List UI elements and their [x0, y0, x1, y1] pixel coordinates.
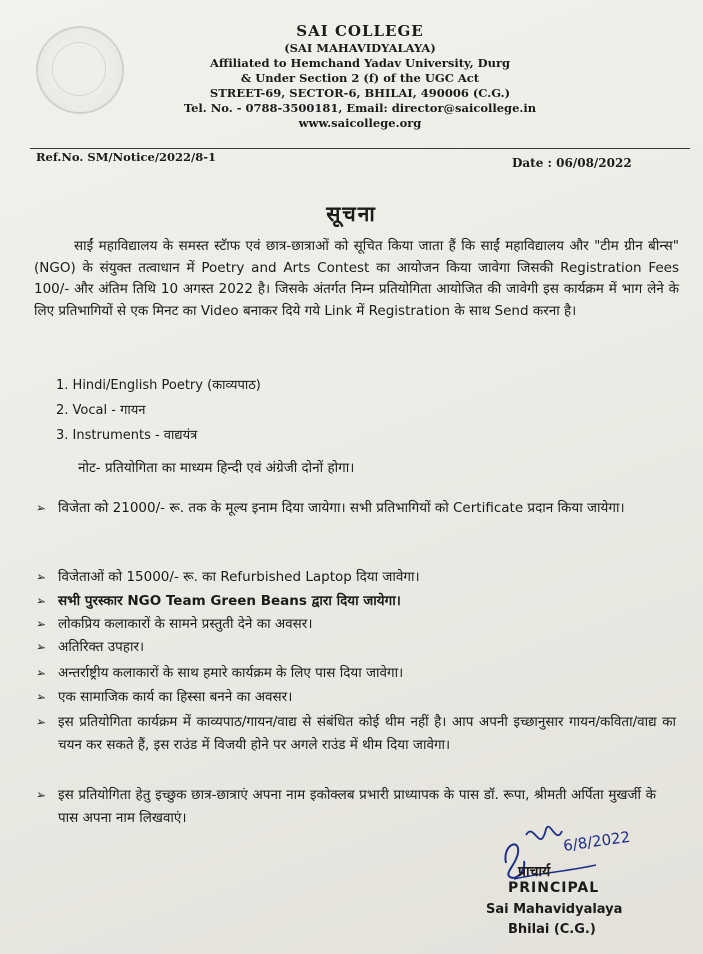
- medium-note: नोट- प्रतियोगिता का माध्यम हिन्दी एवं अंग्रेजी दोनों होगा।: [78, 460, 355, 476]
- letterhead: [160, 22, 560, 131]
- header-divider: [30, 148, 690, 149]
- notice-title: सूचना: [326, 202, 377, 226]
- address-line: STREET-69, SECTOR-6, BHILAI, 490006 (C.G.): [209, 86, 511, 100]
- arrow-bullet-icon: ➢: [34, 787, 48, 803]
- bullet-item-4: ➢ लोकप्रिय कलाकारों के सामने प्रस्तुती देने का अवसर।: [36, 613, 676, 636]
- notice-intro-paragraph: साईं महाविद्यालय के समस्त स्टॅाफ एवं छात्र-छात्राओं को सूचित किया जाता हैं कि साईं महाविद्यालय और "टीम ग्रीन बीन्स" (NGO) के संयुक्त तत्वाधान में Poetry and Arts Contest का आयोजन किया जावेगा जिसकी Registration Fees 100/- और अंतिम तिथि 10 अगस्त 2022 है। जिसके अंतर्गत निम्न प्रतियोगिता आयोजित की जावेगी इस कार्यक्रम में भाग लेने के लिए प्रतिभागियों से एक मिनट का Video बनाकर दिये गये Link में Registration के साथ Send करना है।: [34, 238, 679, 319]
- competition-item-2: 2. Vocal - गायन: [56, 403, 146, 418]
- arrow-bullet-icon: ➢: [34, 665, 48, 681]
- bullet-item-8: ➢ इस प्रतियोगिता कार्यक्रम में काव्यपाठ/गायन/वाद्य से संबंधित कोई थीम नहीं है। आप अपनी इच्छानुसार गायन/कविता/वाद्य का चयन कर सकते हैं, इस राउंड में विजयी होने पर अगले राउंड में थीम दिया जावेगा।: [36, 711, 676, 757]
- bullet-item-3: ➢ सभी पुरस्कार NGO Team Green Beans द्वारा दिया जायेगा।: [36, 590, 676, 613]
- affiliation-line: Affiliated to Hemchand Yadav University, Durg: [209, 56, 511, 70]
- institution-place: Bhilai (C.G.): [508, 922, 596, 937]
- arrow-bullet-icon: ➢: [34, 593, 48, 609]
- bullet-item-7: ➢ एक सामाजिक कार्य का हिस्सा बनने का अवसर।: [36, 686, 676, 709]
- bullet-item-5: ➢ अतिरिक्त उपहार।: [36, 636, 676, 659]
- bullet-item-9: ➢ इस प्रतियोगिता हेतु इच्छुक छात्र-छात्राएं अपना नाम इकोक्लब प्रभारी प्राध्यापक के पास डॉ. रूपा, श्रीमती अर्पिता मुखर्जी के पास अपना नाम लिखवाएं।: [36, 784, 656, 830]
- notice-date: Date : 06/08/2022: [512, 156, 632, 170]
- arrow-bullet-icon: ➢: [34, 616, 48, 632]
- website-line: www.saicollege.org: [298, 116, 422, 130]
- institution-name: Sai Mahavidyalaya: [486, 902, 623, 917]
- competition-item-1: 1. Hindi/English Poetry (काव्यपाठ): [56, 378, 261, 393]
- arrow-bullet-icon: ➢: [34, 500, 48, 516]
- reference-number: Ref.No. SM/Notice/2022/8-1: [36, 150, 217, 164]
- signature-date: 6/8/2022: [562, 827, 632, 855]
- college-logo-icon: [36, 26, 124, 114]
- college-hindi-name: (SAI MAHAVIDYALAYA): [284, 41, 436, 55]
- college-name: SAI COLLEGE: [296, 22, 424, 40]
- bullet-item-1: ➢ विजेता को 21000/- रू. तक के मूल्य इनाम दिया जायेगा। सभी प्रतिभागियों को Certificate प्रदान किया जायेगा।: [36, 492, 676, 524]
- contact-line: Tel. No. - 0788-3500181, Email: director@saicollege.in: [183, 101, 537, 115]
- competition-item-3: 3. Instruments - वाद्ययंत्र: [56, 428, 198, 443]
- arrow-bullet-icon: ➢: [34, 714, 48, 730]
- arrow-bullet-icon: ➢: [34, 689, 48, 705]
- designation-principal: PRINCIPAL: [508, 880, 600, 896]
- bullet-item-6: ➢ अन्तर्राष्ट्रीय कलाकारों के साथ हमारे कार्यक्रम के लिए पास दिया जावेगा।: [36, 662, 676, 685]
- ugc-section-line: & Under Section 2 (f) of the UGC Act: [240, 71, 480, 85]
- arrow-bullet-icon: ➢: [34, 569, 48, 585]
- bullet-item-2: ➢ विजेताओं को 15000/- रू. का Refurbished Laptop दिया जावेगा।: [36, 566, 676, 589]
- arrow-bullet-icon: ➢: [34, 639, 48, 655]
- designation-hindi: प्राचार्य: [518, 864, 551, 880]
